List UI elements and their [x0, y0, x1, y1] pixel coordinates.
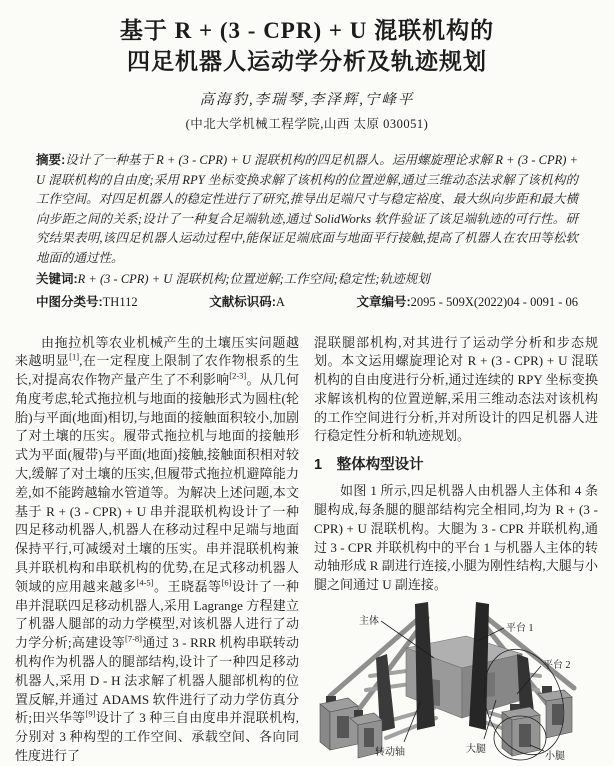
figure-1-robot-model	[314, 600, 598, 766]
clc-label: 中图分类号:	[36, 295, 103, 309]
keywords-label: 关键词:	[36, 272, 78, 286]
section-1-heading: 1 整体构型设计	[314, 456, 598, 474]
left-feet	[320, 696, 382, 758]
clc-group	[36, 294, 138, 311]
intro-paragraph: 由拖拉机等农业机械产生的土壤压实问题越来越明显[1],在一定程度上限制了农作物根系的生长,对提高农作物产量产生了不利影响[2-3]。从几何角度考虑,轮式拖拉机与地面的接触形式为圆柱(轮胎)与平面(地面)相切,与地面的接触面积较小,加剧了对土壤的压实。履带式拖拉机与地面的接触形式为平面(履带)与平面(地面)接触,接触面积相对较大,缓解了对土壤的压实,但履带式拖拉机避障能力差,如不能跨越输水管道等。为解决上述问题,本文基于 R + (3 - CPR) + U 串并混联机构设计了一种四足移动机器人,机器人在移动过程中足端与地面保持平行,可减缓对土壤的压实。串并混联机构兼具并联机构和串联机构的优势,在足式移动机器人领域的应用越来越多[4-5]。王晓磊等[6]设计了一种串并混联四足移动机器人,采用 Lagrange 方程建立了机器人腿部的动力学模型,对该机器人进行了动力学分析;高建设等[7-8]通过 3 - RRR 机构串联转动机构作为机器人的腿部结构,设计了一种四足移动机器人,采用 D - H 法求解了机器人腿部机构的位置反解,并通过 ADAMS 软件进行了动力学仿真分析;田兴华等[9]设计了 3 种三自由度串并混联机构,分别对 3 种构型的工作空间、承载空间、各向同性度进行了	[15, 334, 299, 766]
keywords-line	[36, 270, 578, 290]
authors-line: 高海豹,李瑞琴,李泽辉,宁峰平	[0, 91, 614, 110]
page-title	[0, 0, 614, 77]
section-1-paragraph: 如图 1 所示,四足机器人由机器人主体和 4 条腿构成,每条腿的腿部结构完全相同,均为 R + (3 - CPR) + U 混联机构。大腿为 3 - CPR 并联机构,通过 3 - CPR 并联机构中的平台 1 与机器人主体的转动轴形成 R 副进行连接,小腿为刚性结构,大腿与小腿之间通过 U 副连接。	[314, 482, 598, 595]
doc-code-group	[209, 294, 285, 311]
article-no-value: 2095 - 509X(2022)04 - 0091 - 06	[411, 295, 578, 309]
abstract-paragraph	[36, 151, 578, 268]
body-columns	[0, 334, 614, 766]
robot-3d-drawing	[314, 600, 598, 766]
figure-label-rotation-axis: 转动轴	[375, 745, 405, 758]
figure-label-platform1: 平台 1	[506, 621, 534, 634]
title-line-1: 基于 R + (3 - CPR) + U 混联机构的	[0, 15, 614, 46]
right-column	[314, 334, 598, 766]
left-column	[15, 334, 299, 766]
intro-paragraph-continued: 混联腿部机构,对其进行了运动学分析和步态规划。本文运用螺旋理论对 R + (3 - CPR) + U 混联机构的自由度进行分析,通过连续的 RPY 坐标变换求解该机构的位置逆解,采用三维动态法对该机构的工作空间进行分析,并对所设计的四足机器人进行稳定性分析和轨迹规划。	[314, 334, 598, 447]
classification-row	[36, 294, 578, 311]
article-no-label: 文章编号:	[356, 295, 410, 309]
figure-label-platform2: 平台 2	[543, 658, 571, 671]
article-no-group	[356, 294, 578, 311]
clc-value: TH112	[103, 295, 138, 309]
abstract-label: 摘要:	[36, 153, 65, 167]
title-line-2: 四足机器人运动学分析及轨迹规划	[0, 46, 614, 77]
figure-label-body: 主体	[359, 614, 379, 627]
doc-code-value: A	[276, 295, 285, 309]
doc-code-label: 文献标识码:	[209, 295, 276, 309]
figure-label-thigh: 大腿	[466, 742, 486, 755]
abstract-text: 设计了一种基于 R + (3 - CPR) + U 混联机构的四足机器人。运用螺旋理论求解 R + (3 - CPR) + U 混联机构的自由度;采用 RPY 坐标变换求解了该机构的位置逆解,通过三维动态法求解了该机构的工作空间。对四足机器人的稳定性进行了研究,推导出足端尺寸与稳定裕度、最大纵向步距和最大横向步距之间的关系;设计了一种复合足端轨迹,通过 SolidWorks 软件验证了该足端轨迹的可行性。研究结果表明,该四足机器人运动过程中,能保证足端底面与地面平行接触,提高了机器人在农田等松软地面的通过性。	[36, 153, 578, 265]
keywords-text: R + (3 - CPR) + U 混联机构;位置逆解;工作空间;稳定性;轨迹规划	[78, 272, 430, 286]
affiliation-line: (中北大学机械工程学院,山西 太原 030051)	[0, 116, 614, 133]
figure-label-calf: 小腿	[545, 749, 565, 762]
